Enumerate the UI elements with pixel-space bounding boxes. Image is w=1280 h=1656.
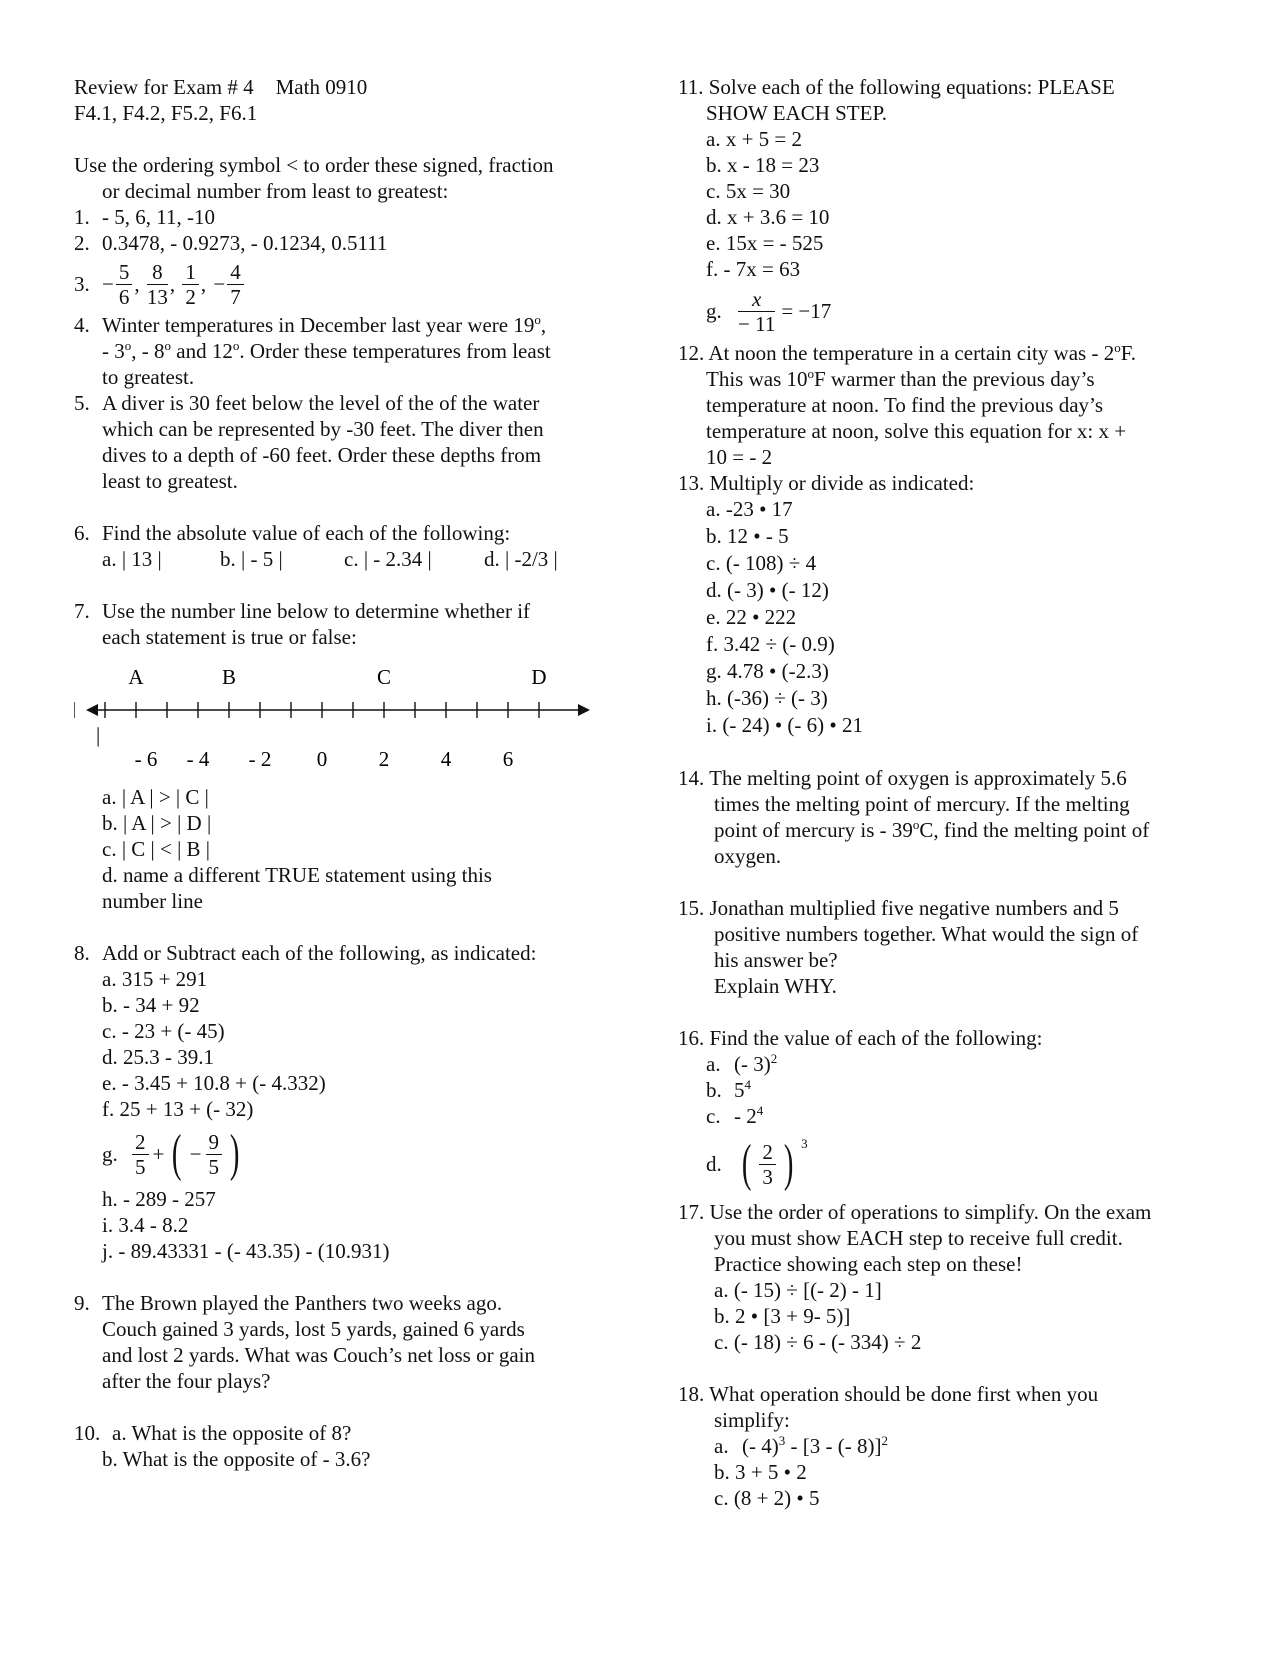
- question-12: 12. At noon the temperature in a certain city was - 2$^o$F. This was 10$^o$F warmer than the previous day’s temperature at noon. To find the previous day’s temperature at noon, solve this equation for x: x + 10 = - 2: [678, 340, 1136, 469]
- question-8: 8. Add or Subtract each of the following, as indicated: a. 315 + 291 b. - 34 + 92 c. - 23 + (- 45) d. 25.3 - 39.1 e. - 3.45 + 10.8 + (- 4.332) f. 25 + 13 + (- 32) g. $\frac{2}{5}$ + ( − $\frac{9}{5}$ ) h. - 289 - 257 i. 3.4 - 8.2 j. - 89.43331 - (- 43.35) - (10.931): [74, 940, 634, 1264]
- right-column: [678, 74, 1218, 1511]
- fraction: $\frac{8}{13}$: [146, 259, 168, 309]
- tick-label: - 4: [186, 747, 210, 771]
- point-label-b: B: [221, 665, 237, 689]
- question-6: 6. Find the absolute value of each of the following: a. | 13 | b. | - 5 | c. | - 2.34 | d. | -2/3 |: [74, 521, 558, 571]
- number-line-figure: [74, 658, 634, 778]
- course-code: Math 0910: [275, 75, 368, 99]
- tick-label: 4: [440, 747, 452, 771]
- question-15: 15. Jonathan multiplied five negative numbers and 5 positive numbers together. What would the sign of his answer be? Explain WHY.: [678, 896, 1139, 998]
- tick-label: 6: [502, 747, 514, 771]
- question-11: 11. Solve each of the following equations: PLEASE SHOW EACH STEP. a. x + 5 = 2 b. x - 18 = 23 c. 5x = 30 d. x + 3.6 = 10 e. 15x = - 525 f. - 7x = 63 g. $\frac{x}{- 11}$ = −17: [678, 74, 1218, 340]
- right-arrow-icon: [578, 704, 590, 716]
- fraction: $\frac{1}{2}$: [182, 260, 199, 309]
- exam-title: Review for Exam # 4: [74, 75, 254, 99]
- question-2: 2. 0.3478, - 0.9273, - 0.1234, 0.5111: [74, 231, 388, 255]
- question-17: 17. Use the order of operations to simplify. On the exam you must show EACH step to receive full credit. Practice showing each step on these! a. (- 15) ÷ [(- 2) - 1] b. 2 • [3 + 9- 5)] c. (- 18) ÷ 6 - (- 334) ÷ 2: [678, 1200, 1152, 1354]
- question-11g: g. $\frac{x}{- 11}$ = −17: [706, 286, 832, 336]
- question-8g: g. $\frac{2}{5}$ + ( − $\frac{9}{5}$ ): [102, 1125, 240, 1182]
- point-label-d: D: [531, 665, 547, 689]
- tick-label: - 2: [248, 747, 272, 771]
- tick-label: 2: [378, 747, 390, 771]
- question-7-parts: a. | A | > | C | b. | A | > | D | c. | C | < | B | d. name a different TRUE statement using this number line: [102, 785, 492, 913]
- question-16: 16. Find the value of each of the following: a. (- 3)$^2$ b. $5^4$ c. - $2^4$ d. ( $\frac{2}{3}$ ) 3: [678, 1025, 1218, 1199]
- question-16d: d. ( $\frac{2}{3}$ ) 3: [706, 1135, 808, 1192]
- question-13: 13. Multiply or divide as indicated: a. -23 • 17 b. 12 • - 5 c. (- 108) ÷ 4 d. (- 3) • (- 12) e. 22 • 222 f. 3.42 ÷ (- 0.9) g. 4.78 • (-2.3) h. (-36) ÷ (- 3) i. (- 24) • (- 6) • 21: [678, 471, 975, 737]
- question-7: 7. Use the number line below to determine whether if each statement is true or false:: [74, 599, 531, 649]
- number-line: [74, 658, 634, 778]
- fraction: $\frac{4}{7}$: [227, 260, 244, 309]
- fraction-list: − $\frac{5}{6}$ , $\frac{8}{13}$ , $\frac{1}{2}$ , − $\frac{4}{7}$: [102, 260, 244, 309]
- question-14: 14. The melting point of oxygen is approximately 5.6 times the melting point of mercury. If the melting point of mercury is - 39$^o$C, find the melting point of oxygen.: [678, 766, 1150, 868]
- intro-line-2: or decimal number from least to greatest:: [102, 179, 449, 203]
- point-label-a: A: [128, 665, 144, 689]
- question-18: 18. What operation should be done first when you simplify: a. (- 4)$^3$ - [3 - (- 8)]$^2$ b. 3 + 5 • 2 c. (8 + 2) • 5: [678, 1382, 1099, 1510]
- left-column: [74, 74, 634, 1472]
- intro-line-1: Use the ordering symbol < to order these signed, fraction: [74, 153, 554, 177]
- header-line-1: [74, 74, 634, 100]
- tick-label: 0: [316, 747, 328, 771]
- question-3: 3. − $\frac{5}{6}$ , $\frac{8}{13}$ , $\frac{1}{2}$ , − $\frac{4}{7}$: [74, 256, 634, 312]
- question-9: 9. The Brown played the Panthers two weeks ago. Couch gained 3 yards, lost 5 yards, gained 6 yards and lost 2 yards. What was Couch’s net loss or gain after the four plays?: [74, 1291, 535, 1393]
- stray-mark: |: [96, 723, 101, 747]
- point-label-c: C: [376, 665, 392, 689]
- question-4: 4. Winter temperatures in December last year were 19$^o$, - 3$^o$, - 8$^o$ and 12$^o$. Order these temperatures from least to greatest.: [74, 312, 551, 389]
- question-5: 5. A diver is 30 feet below the level of the of the water which can be represented by -30 feet. The diver then dives to a depth of -60 feet. Order these depths from least to greatest.: [74, 391, 544, 493]
- question-10: 10. a. What is the opposite of 8? b. What is the opposite of - 3.6?: [74, 1421, 371, 1471]
- left-arrow-icon: [86, 704, 98, 716]
- question-1: 1. - 5, 6, 11, -10: [74, 205, 215, 229]
- header-sections: F4.1, F4.2, F5.2, F6.1: [74, 101, 258, 125]
- tick-label: - 6: [134, 747, 158, 771]
- fraction: $\frac{5}{6}$: [116, 260, 133, 309]
